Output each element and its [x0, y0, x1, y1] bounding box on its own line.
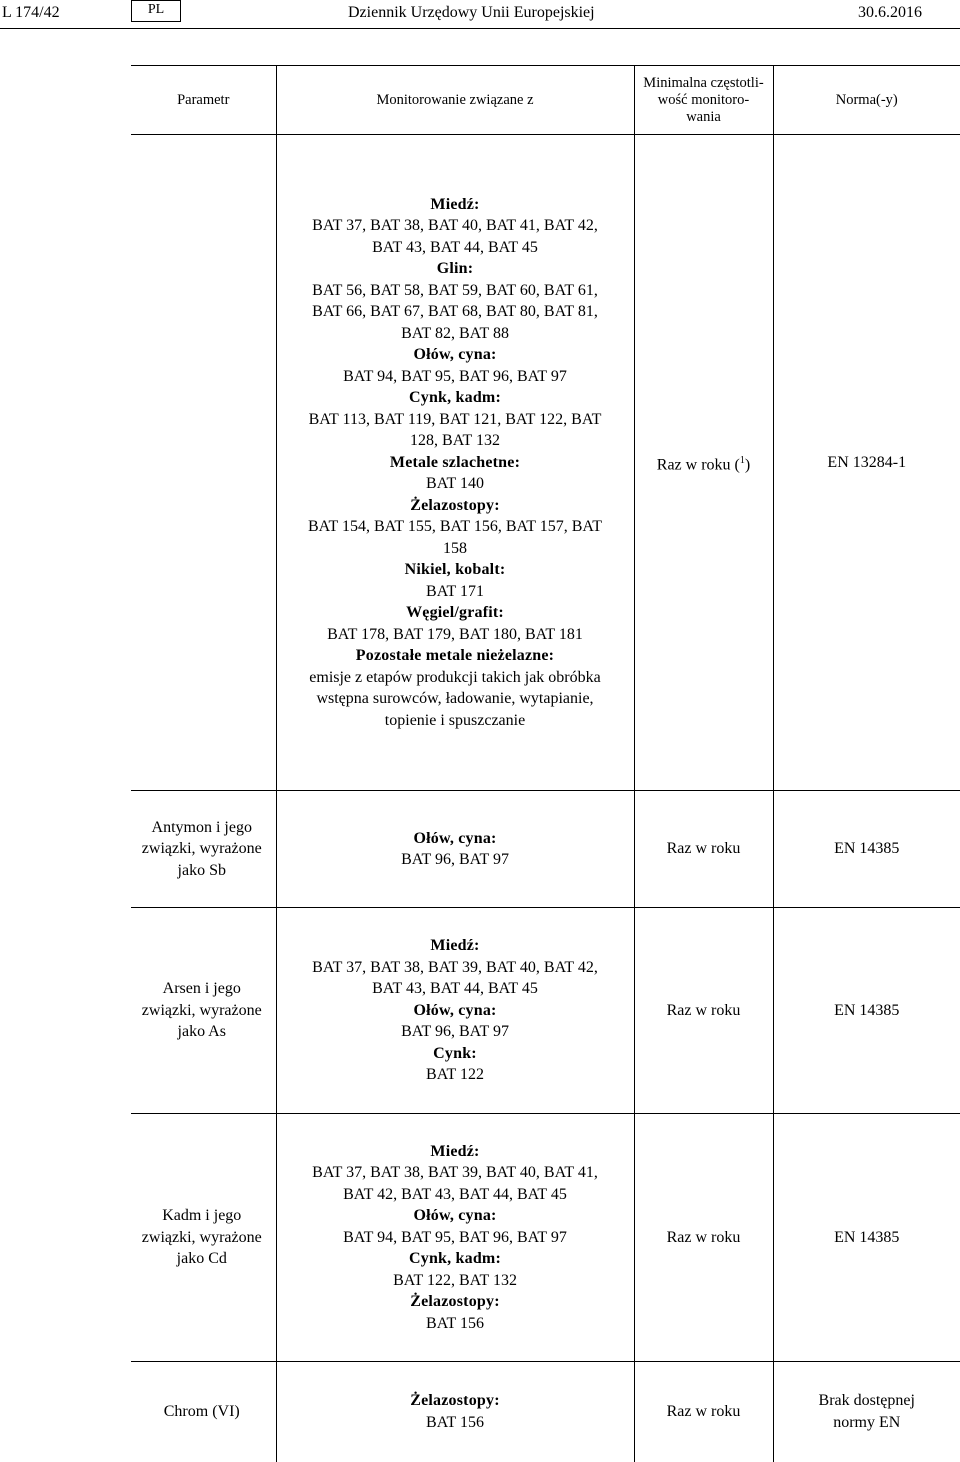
parameter-cell: [131, 1362, 276, 1462]
parameter-line: Antymon i jego: [151, 818, 252, 836]
group-title: Żelazostopy:: [410, 1392, 500, 1410]
frequency-cell: Raz w roku: [634, 791, 773, 908]
bat-line: BAT 43, BAT 44, BAT 45: [372, 980, 538, 998]
column-header-frequency-line: Minimalna częstotli-: [643, 74, 764, 91]
table-row: [131, 135, 960, 791]
bat-line: BAT 43, BAT 44, BAT 45: [372, 238, 538, 256]
bat-line: BAT 37, BAT 38, BAT 40, BAT 41, BAT 42,: [312, 217, 598, 235]
group-title: Miedź:: [430, 1142, 480, 1160]
group-title: Miedź:: [430, 195, 480, 213]
bat-line: BAT 96, BAT 97: [401, 1023, 509, 1041]
table-row: [131, 1362, 960, 1462]
group-title: Ołów, cyna:: [413, 1207, 497, 1225]
group-title: Glin:: [436, 260, 474, 278]
parameter-line: jako Cd: [176, 1250, 227, 1268]
bat-line: BAT 94, BAT 95, BAT 96, BAT 97: [343, 367, 567, 385]
column-header-monitoring: Monitorowanie związane z: [276, 66, 634, 135]
bat-line: BAT 122: [426, 1066, 484, 1084]
parameter-line: związki, wyrażone: [141, 840, 262, 858]
group-title: Cynk:: [433, 1044, 477, 1062]
column-header-frequency-line: wość monitoro-: [657, 91, 750, 108]
bat-line: BAT 140: [426, 475, 484, 493]
standard-cell: EN 14385: [773, 791, 960, 908]
group-title: Cynk, kadm:: [408, 1250, 501, 1268]
parameter-line: związki, wyrażone: [141, 1228, 262, 1246]
monitoring-cell: [276, 1114, 634, 1362]
monitoring-cell: [276, 908, 634, 1114]
frequency-cell: Raz w roku: [634, 908, 773, 1114]
group-title: Nikiel, kobalt:: [404, 561, 506, 579]
bat-line: BAT 154, BAT 155, BAT 156, BAT 157, BAT: [308, 518, 602, 536]
frequency-cell: Raz w roku: [634, 1362, 773, 1462]
bat-line: BAT 42, BAT 43, BAT 44, BAT 45: [343, 1185, 567, 1203]
language-badge: PL: [131, 0, 181, 22]
parameter-cell: [131, 135, 276, 791]
journal-title: Dziennik Urzędowy Unii Europejskiej: [348, 4, 595, 21]
parameter-cell: [131, 908, 276, 1114]
parameter-line: jako Sb: [177, 861, 226, 879]
group-title: Metale szlachetne:: [389, 453, 521, 471]
group-title: Cynk, kadm:: [408, 389, 501, 407]
bat-line: BAT 156: [426, 1314, 484, 1332]
bat-line: BAT 56, BAT 58, BAT 59, BAT 60, BAT 61,: [312, 281, 598, 299]
bat-line: BAT 94, BAT 95, BAT 96, BAT 97: [343, 1228, 567, 1246]
bat-line: wstępna surowców, ładowanie, wytapianie,: [316, 690, 594, 708]
parameter-line: związki, wyrażone: [141, 1001, 262, 1019]
bat-line: BAT 171: [426, 582, 484, 600]
frequency-cell: Raz w roku: [634, 1114, 773, 1362]
table-row: [131, 908, 960, 1114]
frequency-cell: [634, 135, 773, 791]
column-header-standard: Norma(-y): [773, 66, 960, 135]
group-title: Ołów, cyna:: [413, 829, 497, 847]
page-number: L 174/42: [2, 4, 60, 21]
group-title: Żelazostopy:: [410, 496, 500, 514]
bat-line: topienie i spuszczanie: [384, 711, 526, 729]
parameter-line: Arsen i jego: [162, 980, 241, 998]
bat-line: BAT 113, BAT 119, BAT 121, BAT 122, BAT: [308, 410, 602, 428]
publication-date: 30.6.2016: [858, 4, 922, 21]
parameter-line: Chrom (VI): [163, 1403, 240, 1420]
bat-line: BAT 37, BAT 38, BAT 39, BAT 40, BAT 41,: [312, 1164, 598, 1182]
bat-line: 158: [443, 539, 467, 557]
table-row: [131, 1114, 960, 1362]
column-header-frequency: [634, 66, 773, 135]
monitoring-table: [131, 65, 960, 1462]
bat-line: 128, BAT 132: [410, 432, 500, 450]
parameter-cell: [131, 791, 276, 908]
page-header: [0, 0, 960, 29]
monitoring-cell: [276, 1362, 634, 1462]
standard-cell: EN 13284-1: [827, 453, 907, 471]
standard-line: Brak dostępnej: [818, 1392, 915, 1410]
frequency-text-suffix: ): [744, 455, 751, 473]
column-header-frequency-line: wania: [686, 108, 721, 125]
column-header-parameter: Parametr: [131, 66, 276, 135]
footnote-ref[interactable]: 1: [739, 454, 745, 466]
bat-line: BAT 37, BAT 38, BAT 39, BAT 40, BAT 42,: [312, 958, 598, 976]
table-row: [131, 791, 960, 908]
bat-line: BAT 178, BAT 179, BAT 180, BAT 181: [327, 625, 583, 643]
monitoring-cell: [276, 791, 634, 908]
group-title: Ołów, cyna:: [413, 346, 497, 364]
bat-line: BAT 122, BAT 132: [393, 1271, 517, 1289]
bat-line: BAT 156: [426, 1413, 484, 1431]
frequency-text: Raz w roku (: [656, 455, 740, 473]
group-title: Ołów, cyna:: [413, 1001, 497, 1019]
group-title: Węgiel/grafit:: [406, 604, 504, 622]
parameter-line: Kadm i jego: [162, 1207, 242, 1225]
parameter-line: jako As: [177, 1023, 226, 1041]
table-header-row: [131, 66, 960, 135]
group-title: Miedź:: [430, 937, 480, 955]
bat-line: BAT 96, BAT 97: [401, 851, 509, 868]
standard-cell: EN 14385: [773, 908, 960, 1114]
bat-line: emisje z etapów produkcji takich jak obróbka: [309, 668, 601, 686]
bat-line: BAT 82, BAT 88: [401, 324, 509, 342]
standard-cell: EN 14385: [773, 1114, 960, 1362]
parameter-cell: [131, 1114, 276, 1362]
standard-line: normy EN: [833, 1413, 901, 1431]
monitoring-cell: [276, 135, 634, 791]
standard-cell: [773, 1362, 960, 1462]
group-title: Żelazostopy:: [410, 1293, 500, 1311]
bat-line: BAT 66, BAT 67, BAT 68, BAT 80, BAT 81,: [312, 303, 598, 321]
group-title: Pozostałe metale nieżelazne:: [355, 647, 555, 665]
